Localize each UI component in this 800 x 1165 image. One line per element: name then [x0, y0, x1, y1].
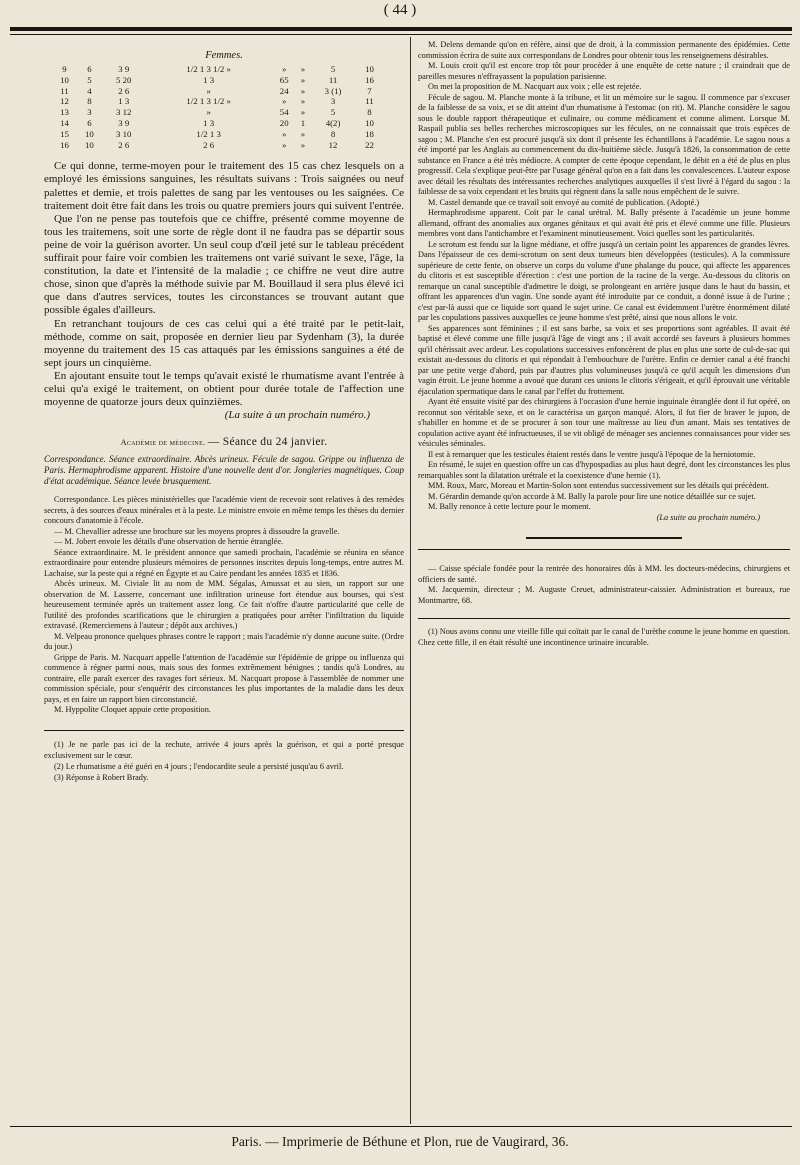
report-paragraph: M. Castel demande que ce travail soit envoyé au comité de publication. (Adopté.) — [428, 197, 700, 207]
table-cell: 1 3 — [203, 117, 215, 128]
table-cell: 10 — [85, 128, 94, 139]
report-paragraph: Fécule de sagou. M. Planche monte à la tribune, et lit un mémoire sur le sagou. Il commence par s'excuser de la faiblesse de sa voix, et se dit atteint d'un rhumatisme à l'estomac (on rit). M. Planche considère le sagou sous le double rapport thérapeutique et culinaire, ou comme médicament et comme aliment. Lorsque M. Raspail publia ses belles recherches microscopiques sur les fécules, on ne connaissait que trois espèces de sagou ; M. Planche s'en est procuré jusqu'à six dont il présente les échantillons à l'académie. Le sagou nous a été importé par les Anglais au commencement du dix-huitième siècle. Jusqu'à 1826, la consommation de cette substance en France a été très médiocre. A compter de cette époque cependant, le débit en a été de plus en plus progressif. Cela s'explique peut-être par l'usage général qu'on en a fait dans les convalescences. L'auteur expose avec détail les résultats des intéressantes recherches analytiques auxquelles il s'est livré à l'égard du sagou : la faiblesse de sa voix cependant et les bruits qui règnent dans la salle nous empêchent de le suivre. — [418, 92, 790, 196]
right-column — [418, 40, 790, 648]
table-cell: » — [300, 85, 306, 96]
footnote: (1) Je ne parle pas ici de la rechute, arrivée 4 jours après la guérison, et qui a porté presque exclusivement sur le cœur. — [44, 739, 404, 760]
top-rule — [10, 27, 792, 31]
table-cell: 12 — [60, 96, 69, 107]
table-cell: 65 — [279, 74, 289, 85]
table-row — [52, 75, 382, 86]
table-cell: 2 6 — [118, 85, 130, 96]
table-cell: 11 — [328, 74, 338, 85]
table-cell: » — [300, 128, 306, 139]
report-paragraph: Hermaphrodisme apparent. Coït par le canal urétral. M. Bally présente à l'académie un jeune homme allemand, offrant des anomalies aux organes génitaux et qui avait été pris et élevé comme une fille. Plusieurs membres vont dans l'antichambre et l'examinent minutieusement. Voici quelles sont les particularités. — [418, 208, 790, 238]
table-cell: » — [206, 107, 211, 118]
table-cell: 5 20 — [116, 74, 132, 85]
report-paragraph: M. Gérardin demande qu'on accorde à M. Bally la parole pour lire une notice détaillée sur ce sujet. — [428, 491, 756, 501]
table-row — [52, 107, 382, 118]
report-paragraph: M. Hyppolite Cloquet appuie cette proposition. — [54, 705, 211, 715]
table-row — [52, 118, 382, 129]
table-cell: 3 12 — [116, 107, 132, 118]
bottom-rule — [10, 1126, 792, 1127]
footnote: (3) Réponse à Robert Brady. — [54, 772, 149, 782]
table-cell: 20 — [279, 117, 289, 128]
table-cell: 5 — [330, 107, 336, 118]
table-cell: 1/2 1 3 — [196, 128, 221, 139]
paragraph: En ajoutant ensuite tout le temps qu'avait existé le rhumatisme avant l'entrée à celui qu'a exigé le traitement, on obtient pour durée totale de l'affection une moyenne de quatorze jours deux quinzièmes. — [44, 369, 404, 409]
table-cell: » — [300, 107, 306, 118]
table-cell: » — [282, 128, 287, 139]
table-cell: 10 — [60, 74, 69, 85]
report-paragraph: M. Bally renonce à cette lecture pour le moment. — [428, 502, 591, 511]
table-cell: 3 9 — [118, 64, 130, 74]
session-summary: Correspondance. Séance extraordinaire. Abcès urineux. Fécule de sagou. Grippe ou influenza de Paris. Hermaphrodisme apparent. Histoire d'une nouvelle dent d'or. Jongleries magnétiques. Coup d'état académique. Séance levée brusquement. — [44, 454, 404, 487]
table-cell: 8 — [87, 96, 92, 107]
table-cell: 2 6 — [203, 139, 215, 150]
continued-note: (La suite au prochain numéro.) — [656, 512, 760, 522]
footnote-rule — [418, 618, 790, 619]
report-paragraph: MM. Roux, Marc, Moreau et Martin-Solon sont entendus successivement sur les détails qui précèdent. — [428, 481, 769, 490]
table-cell: » — [300, 64, 306, 74]
table-cell: 3 9 — [118, 117, 130, 128]
table-cell: 24 — [279, 85, 289, 96]
table-cell: 5 — [330, 64, 336, 74]
table-cell: 2 6 — [118, 139, 130, 150]
table-cell: 1 — [300, 117, 306, 128]
report-paragraph: On met la proposition de M. Nacquart aux voix ; elle est rejetée. — [428, 82, 642, 91]
notice-paragraph: — Caisse spéciale fondée pour la rentrée des honoraires dûs à MM. les docteurs-médecins, chirurgiens et officiers de santé. — [418, 564, 790, 584]
report-paragraph: En résumé, le sujet en question offre un cas d'hypospadias au plus haut degré, dont les circonstances les plus remarquables sont la dilatation urétrale et la coexistence d'une hernie (1). — [418, 460, 790, 480]
table-row — [52, 96, 382, 107]
report-paragraph: Grippe de Paris. M. Nacquart appelle l'attention de l'académie sur l'épidémie de grippe ou influenza qui commence à régner parmi nous, mais sous des formes extrêmement bénignes ; tandis qu'à Londres, au contraire, elle paraît exercer des ravages fort sérieux. M. Nacquart propose à l'assemblée de nommer une commission spéciale, pour s'enquérir des circonstances les plus importantes de la maladie dans les deux pays, et en faire un rapport bien circonstancié. — [44, 652, 404, 704]
table-cell: 1 3 — [118, 96, 130, 107]
table-cell: 6 — [87, 64, 92, 74]
table-cell: » — [300, 74, 306, 85]
table-title: Femmes. — [205, 50, 243, 61]
table-cell: 13 — [60, 107, 69, 118]
table-row — [52, 86, 382, 97]
table-cell: 7 — [367, 85, 372, 96]
table-cell: 10 — [85, 139, 94, 150]
report-paragraph: Abcès urineux. M. Civiale lit au nom de MM. Ségalas, Amussat et au sien, un rapport sur une observation de M. Lasserre, concernant une infiltration urineuse fort étendue aux bourses, qui s'est heureusement terminée après un traitement assez long. Ce fait n'offre d'autre particularité que celle de l'utilité des profondes scarifications que le chirurgien a pratiquées pour arrêter l'infiltration du liquide extravasé. (Remerciemens à l'auteur ; dépôt aux archives.) — [44, 579, 404, 631]
report-paragraph: — M. Jobert envoie les détails d'une observation de hernie étranglée. — [54, 537, 284, 547]
notice-paragraph: M. Jacquemin, directeur ; M. Auguste Creuet, administrateur-caissier. Administration et bureaux, rue Montmartre, 68. — [418, 585, 790, 605]
table-cell: 10 — [365, 117, 374, 128]
section-rule — [526, 537, 682, 539]
table-cell: 3 10 — [116, 128, 132, 139]
treatment-table — [52, 64, 382, 150]
table-cell: 22 — [365, 139, 374, 150]
table-cell: 8 — [367, 107, 372, 118]
table-cell: 4 — [87, 85, 92, 96]
table-cell: 8 — [330, 128, 336, 139]
table-cell: 16 — [60, 139, 69, 150]
table-cell: 3 (1) — [324, 85, 342, 96]
table-cell: » — [300, 139, 306, 150]
table-cell: 10 — [365, 64, 374, 74]
footnote-rule — [44, 730, 404, 731]
report-paragraph: — M. Chevallier adresse une brochure sur les moyens propres à dissoudre la gravelle. — [54, 526, 340, 536]
top-rule-thin — [10, 34, 792, 35]
report-paragraph: Il est à remarquer que les testicules étaient restés dans le ventre jusqu'à l'époque de la herniotomie. — [428, 449, 756, 459]
report-paragraph: Ses apparences sont féminines ; il est sans barbe, sa voix et ses proportions sont agréables. Il avait été baptisé et élevé comme une fille jusqu'à l'âge de vingt ans ; il avait accordé ses faveurs à plusieurs hommes qu'il chérissait avec ardeur. Les copulations successives enfoncèrent de plus en plus une sorte de cul-de-sac qui existait au-dessous du clitoris et qui répondait à l'embouchure de l'urètre. Enfin ce dernier canal a été franchi par une petite verge d'abord, puis par d'autres plus volumineuses jusqu'à ce qu'il acquît les dimensions d'un vagin étroit. Le jeune homme a avoué que durant ces unions le clitoris s'érigeait, et qu'il éprouvait une véritable éjaculation spermatique dans le canal par l'effet du frottement. — [418, 323, 790, 396]
table-cell: 1 3 — [203, 74, 215, 85]
table-cell: 15 — [60, 128, 69, 139]
table-cell: 18 — [365, 128, 374, 139]
footnote: (2) Le rhumatisme a été guéri en 4 jours ; l'endocardite seule a persisté jusqu'au 6 avril. — [54, 761, 344, 771]
table-cell: 1/2 1 3 1/2 » — [186, 64, 231, 74]
section-label: Académie de médecine. — [120, 438, 206, 448]
table-cell: » — [300, 96, 306, 107]
imprint: Paris. — Imprimerie de Béthune et Plon, rue de Vaugirard, 36. — [231, 1134, 569, 1149]
table-cell: 5 — [87, 74, 92, 85]
table-cell: » — [206, 85, 211, 96]
left-column — [44, 40, 404, 783]
table-cell: 4(2) — [325, 117, 341, 128]
table-cell: 14 — [60, 117, 69, 128]
section-heading — [44, 436, 404, 448]
section-date: — Séance du 24 janvier. — [207, 436, 328, 449]
table-cell: 1/2 1 3 1/2 » — [186, 96, 231, 107]
table-cell: 3 — [330, 96, 336, 107]
report-paragraph: Séance extraordinaire. M. le président annonce que samedi prochain, l'académie se réunira en séance extraordinaire pour entendre plusieurs mémoires de personnes inscrites depuis long-temps, entre autres M. Lachaise, sur la peste qui a régné en Égypte et au Caire pendant les années 1835 et 1836. — [44, 547, 404, 578]
report-paragraph: M. Louis croit qu'il est encore trop tôt pour procéder à une enquête de cette nature ; il craindrait que de pareilles mesures n'effrayassent la population parisienne. — [418, 61, 790, 81]
table-cell: 9 — [62, 64, 67, 74]
section-rule-thin — [418, 549, 790, 550]
table-cell: 11 — [365, 96, 374, 107]
table-row — [52, 129, 382, 140]
table-cell: 16 — [365, 74, 374, 85]
table-cell: 12 — [328, 139, 338, 150]
table-cell: 6 — [87, 117, 92, 128]
table-row — [52, 64, 382, 75]
paragraph: Que l'on ne pense pas toutefois que ce chiffre, présenté comme moyenne de tous les traitemens, soit une sorte de règle dont il ne faudra pas se départir sous peine de voir la guérison avorter. Un seul coup d'œil jeté sur le tableau précédent suffirait pour faire voir combien les traitemens ont varié suivant le sexe, l'âge, la constitution, la date et l'intensité de la maladie ; ce chiffre ne veut dire autre chose, sinon que d'après la méthode suivie par M. Bouillaud il sera plus élevé ici que dans d'autres services, toutes les circonstances se trouvant autant que possible égales d'ailleurs. — [44, 212, 404, 317]
paragraph: Ce qui donne, terme-moyen pour le traitement des 15 cas chez lesquels on a employé les émissions sanguines, les résultats suivans : Trois saignées ou neuf palettes et demie, et trois palettes de sang par les ventouses ou les saignées. Ce traitement doit être fait dans les trois ou quatre premiers jours qui suivent l'entrée. — [44, 160, 404, 212]
table-cell: » — [282, 64, 287, 74]
table-cell: 54 — [279, 107, 289, 118]
table-cell: » — [282, 139, 287, 150]
report-paragraph: M. Velpeau prononce quelques phrases contre le rapport ; mais l'académie n'y donne aucune suite. (Ordre du jour.) — [44, 631, 404, 652]
report-paragraph: Le scrotum est fendu sur la ligne médiane, et offre jusqu'à un certain point les apparences de grandes lèvres. Dans l'épaisseur de ces demi-scrotum on sent deux tumeurs bien développées (testicules). A la commissure supérieure de cette fente, on observe un corps du volume d'une phalange du pouce, qui affecte les apparences du clitoris et est susceptible d'érection : c'est une portion de la racine de la verge. Au-dessous du clitoris on remarque un canal susceptible d'admettre le doigt, se prolongeant en arrière jusque dans le haut du bassin, et offrant les apparences d'un vagin. Une sonde ayant été introduite par ce conduit, a donné issue à de l'urine ; c'est par-là aussi que ce liquide sort quand le sujet urine. Ce canal est évidemment l'urètre énormément dilaté par les copulations passives auxquelles ce jeune homme s'est prêté, ainsi que nous allons le voir. — [418, 239, 790, 322]
report-paragraph: M. Delens demande qu'on en réfère, ainsi que de droit, à la commission permanente des épidémies. Cette commission écrira de suite aux correspondans de Londres pour obtenir tous les renseignemens désirables. — [418, 40, 790, 60]
table-cell: 3 — [87, 107, 92, 118]
footnote: (1) Nous avons connu une vieille fille qui coïtait par le canal de l'urèthe comme le jeune homme en question. Chez cette fille, il en était résulté une incontinence urinaire incurable. — [418, 627, 790, 647]
paragraph: En retranchant toujours de ces cas celui qui a été traité par le petit-lait, méthode, comme on sait, proposée en dernier lieu par Sydenham (3), la durée moyenne du traitement des 15 cas attaqués par les émissions sanguines a été de sept jours un cinquième. — [44, 317, 404, 369]
continued-note: (La suite à un prochain numéro.) — [224, 409, 370, 422]
column-divider — [410, 37, 411, 1124]
report-paragraph: Correspondance. Les pièces ministérielles que l'académie vient de recevoir sont relatives à des remèdes secrets, à des sources d'eaux minérales et à la peste. Le ministre envoie en même temps les thèses du dernier concours d'anatomie à l'école. — [44, 495, 404, 526]
table-cell: » — [282, 96, 287, 107]
report-paragraph: Ayant été ensuite visité par des chirurgiens à l'occasion d'une hernie inguinale étranglée dont il fut opéré, on reconnut son véritable sexe, et on le caractérisa un garçon manqué. Alors, il fut fier de braver le jupon, de s'habiller en homme et de se procurer à son tour une maîtresse au lieu d'un amant. Mais ses tentatives de copulation active ayant été infructueuses, il se vit obligé de ménager ses anciennes connaissances pour vider ses vésicules séminales. — [418, 397, 790, 448]
table-cell: 11 — [60, 85, 69, 96]
table-row — [52, 140, 382, 151]
page-number: ( 44 ) — [383, 2, 417, 18]
